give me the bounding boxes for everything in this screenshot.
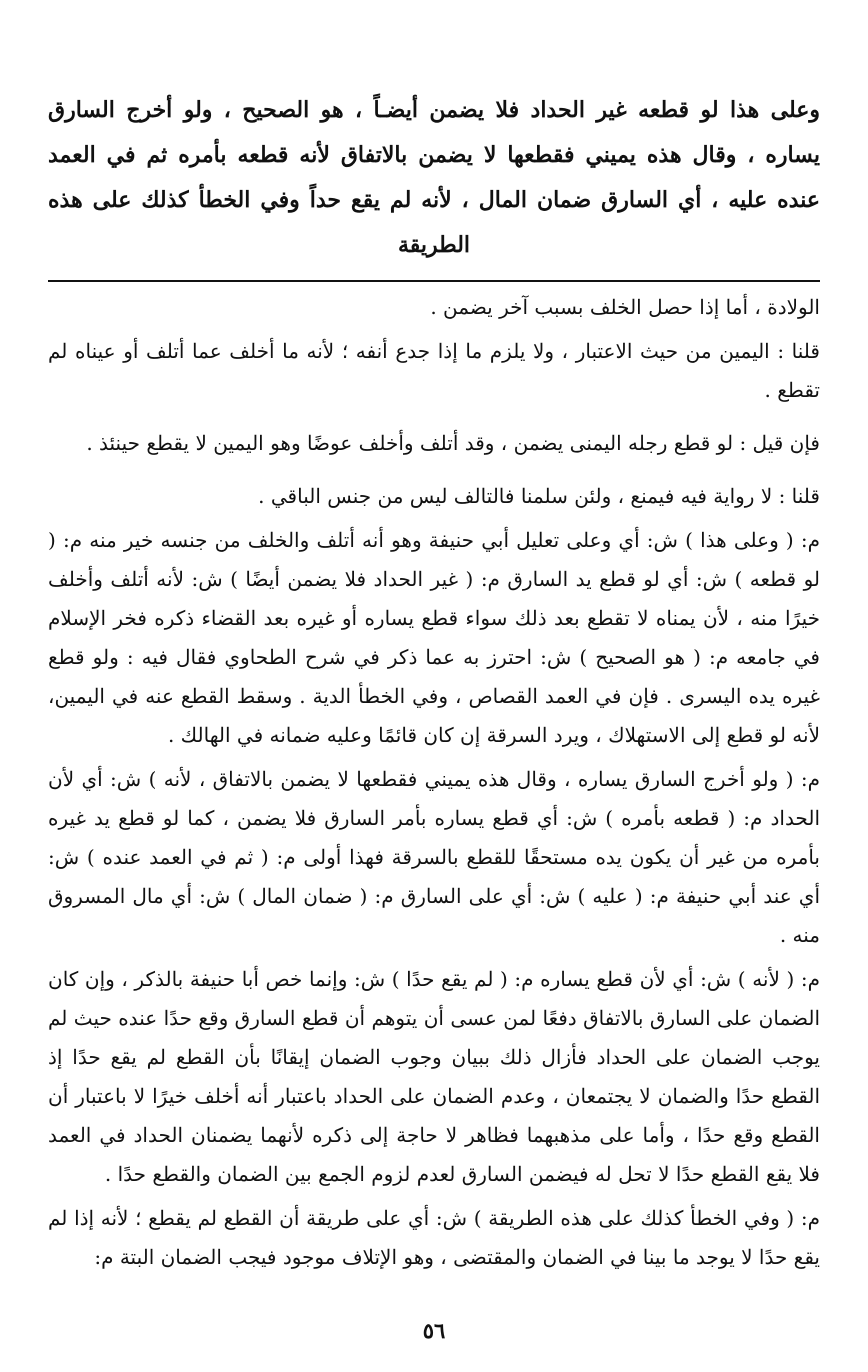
- commentary-paragraph: قلنا : اليمين من حيث الاعتبار ، ولا يلزم ما إذا جدع أنفه ؛ لأنه ما أخلف عما أتلف أو عيناه لم تقطع .: [48, 339, 820, 402]
- page-number: ٥٦: [422, 1318, 446, 1343]
- commentary: [48, 288, 820, 1277]
- commentary-paragraph: فإن قيل : لو قطع رجله اليمنى يضمن ، وقد أتلف وأخلف عوضًا وهو اليمين لا يقطع حينئذ .: [86, 431, 820, 455]
- separator-rule: [48, 280, 820, 282]
- commentary-paragraph: قلنا : لا رواية فيه فيمنع ، ولئن سلمنا فالتالف ليس من جنس الباقي .: [258, 484, 820, 508]
- commentary-paragraph: الولادة ، أما إذا حصل الخلف بسبب آخر يضمن .: [430, 295, 820, 319]
- commentary-paragraph: م: ( لأنه ) ش: أي لأن قطع يساره م: ( لم يقع حدًا ) ش: وإنما خص أبا حنيفة بالذكر ، وإن كان الضمان على السارق بالاتفاق دفعًا لمن عسى أن يتوهم أن قطع السارق وقع حدًا عنده حيث لم يوجب الضمان على الحداد فأزال ذلك ببيان وجوب الضمان إيقانًا بأن القطع لم يقع حدًا إذ القطع حدًا والضمان لا يجتمعان ، وعدم الضمان على الحداد باعتبار أنه أخلف خيرًا لا باعتبار أن القطع وقع حدًا ، وأما على مذهبهما فظاهر لا حاجة إلى ذكره لأنهما يضمنان الحداد في العمد فلا يقع القطع حدًا لا تحل له فيضمن السارق لعدم لزوم الجمع بين الضمان والقطع حدًا .: [48, 967, 821, 1186]
- commentary-paragraph: م: ( وفي الخطأ كذلك على هذه الطريقة ) ش: أي على طريقة أن القطع لم يقطع ؛ لأنه إذا لم يقع حدًا لا يوجد ما بينا في الضمان والمقتضى ، وهو الإتلاف موجود فيجب الضمان البتة م:: [48, 1206, 820, 1269]
- commentary-paragraph: م: ( وعلى هذا ) ش: أي وعلى تعليل أبي حنيفة وهو أنه أتلف والخلف من جنسه خير منه م: ( لو قطعه ) ش: أي لو قطع يد السارق م: ( غير الحداد فلا يضمن أيضًا ) ش: لأنه أتلف وأخلف خيرًا منه ، لأن يمناه لا تقطع بعد ذلك سواء قطع يساره أو غيره بعد القضاء ذكره فخر الإسلام في جامعه م: ( هو الصحيح ) ش: احترز به عما ذكر في شرح الطحاوي فقال فيه : ولو قطع غيره يده اليسرى . فإن في العمد القصاص ، وفي الخطأ الدية . وسقط القطع عنه في اليمين، لأنه لو قطع إلى الاستهلاك ، ويرد السرقة إن كان قائمًا وعليه ضمانه في الهالك .: [48, 528, 821, 747]
- main-text: وعلى هذا لو قطعه غير الحداد فلا يضمن أيضـاً ، هو الصحيح ، ولو أخرج السارق يساره ، وقال هذه يميني فقطعها لا يضمن بالاتفاق لأنه قطعه بأمره ثم في العمد عنده عليه ، أي السارق ضمان المال ، لأنه لم يقع حداً وفي الخطأ كذلك على هذه الطريقة: [48, 97, 820, 258]
- commentary-paragraph: م: ( ولو أخرج السارق يساره ، وقال هذه يميني فقطعها لا يضمن بالاتفاق ، لأنه ) ش: أي لأن الحداد م: ( قطعه بأمره ) ش: أي قطع يساره بأمر السارق فلا يضمن ، كما لو قطع يد غيره بأمره من غير أن يكون يده مستحقًا للقطع بالسرقة فهذا أولى م: ( ثم في العمد عنده ) ش: أي عند أبي حنيفة م: ( عليه ) ش: أي على السارق م: ( ضمان المال ) ش: أي مال المسروق منه .: [48, 767, 820, 947]
